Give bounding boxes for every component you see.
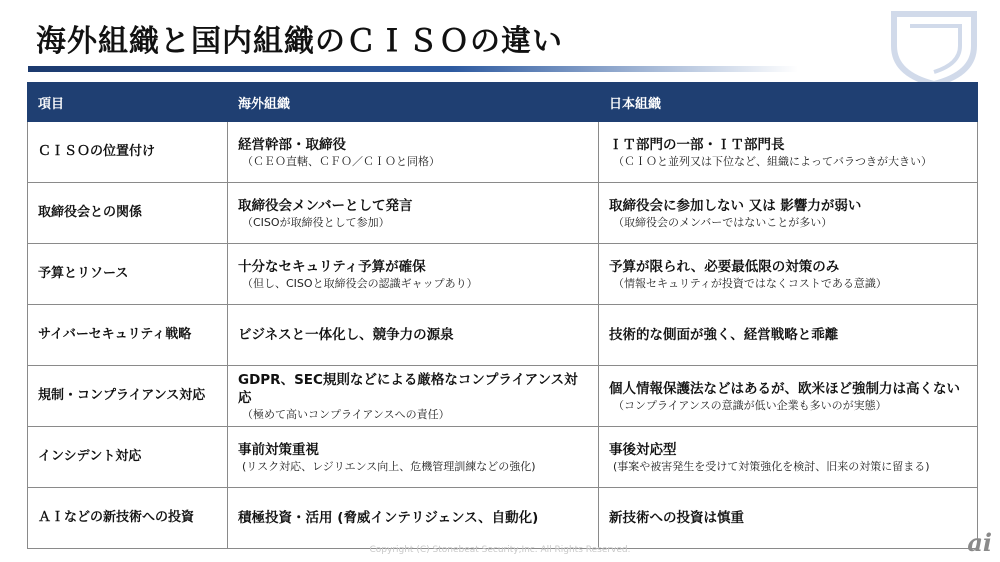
overseas-main-text: GDPR、SEC規則などによる厳格なコンプライアンス対応 (238, 371, 578, 406)
copyright-footer: Copyright (C) Stonebeat Security,Inc. All Rights Reserved. (369, 545, 631, 555)
japan-cell (599, 366, 978, 427)
japan-main-text: 個人情報保護法などはあるが、欧米ほど強制力は高くない (609, 380, 960, 397)
overseas-main-text: 取締役会メンバーとして発言 (238, 197, 413, 214)
overseas-cell (228, 305, 599, 366)
row-item-label: インシデント対応 (28, 427, 228, 488)
japan-sub-text: （コンプライアンスの意識が低い企業も多いのが実態） (613, 398, 887, 412)
header-japan: 日本組織 (599, 83, 978, 122)
japan-main-text: 予算が限られ、必要最低限の対策のみ (609, 258, 840, 275)
row-item-label: 規制・コンプライアンス対応 (28, 366, 228, 427)
overseas-cell (228, 183, 599, 244)
japan-cell (599, 183, 978, 244)
header-item: 項目 (28, 83, 228, 122)
row-item-label: 取締役会との関係 (28, 183, 228, 244)
table-row (28, 488, 978, 549)
overseas-cell (228, 488, 599, 549)
table-row (28, 244, 978, 305)
japan-main-text: 取締役会に参加しない 又は 影響力が弱い (609, 197, 862, 214)
japan-cell (599, 427, 978, 488)
row-item-label: ＡＩなどの新技術への投資 (28, 488, 228, 549)
overseas-sub-text: (リスク対応、レジリエンス向上、危機管理訓練などの強化) (242, 459, 536, 473)
overseas-sub-text: （極めて高いコンプライアンスへの責任） (242, 407, 450, 421)
japan-cell (599, 244, 978, 305)
title-underline-bar (28, 66, 798, 72)
table-row (28, 183, 978, 244)
overseas-cell (228, 366, 599, 427)
row-item-label: サイバーセキュリティ戦略 (28, 305, 228, 366)
overseas-main-text: 十分なセキュリティ予算が確保 (238, 258, 426, 275)
japan-main-text: ＩＴ部門の一部・ＩＴ部門長 (609, 136, 785, 153)
comparison-table (27, 82, 978, 549)
overseas-sub-text: （但し、CISOと取締役会の認識ギャップあり） (242, 276, 478, 290)
overseas-main-text: 積極投資・活用 (脅威インテリジェンス、自動化) (238, 510, 539, 526)
page-title: 海外組織と国内組織のＣＩＳＯの違い (36, 24, 563, 59)
row-item-label: 予算とリソース (28, 244, 228, 305)
ai-logo: ai (967, 528, 992, 557)
japan-cell (599, 122, 978, 183)
overseas-sub-text: （ＣＥＯ直轄、ＣＦＯ／ＣＩＯと同格） (242, 154, 440, 168)
shield-icon (874, 6, 994, 86)
overseas-sub-text: （CISOが取締役として参加） (242, 215, 390, 229)
row-item-label: ＣＩＳＯの位置付け (28, 122, 228, 183)
table-row (28, 122, 978, 183)
overseas-main-text: 経営幹部・取締役 (238, 136, 346, 153)
header-overseas: 海外組織 (228, 83, 599, 122)
overseas-cell (228, 122, 599, 183)
table-header-row (28, 83, 978, 122)
overseas-cell (228, 427, 599, 488)
japan-sub-text: (事案や被害発生を受けて対策強化を検討、旧来の対策に留まる) (613, 459, 930, 473)
japan-sub-text: （ＣＩＯと並列又は下位など、組織によってバラつきが大きい） (613, 154, 932, 168)
japan-sub-text: （取締役会のメンバーではないことが多い） (613, 215, 833, 229)
table-row (28, 305, 978, 366)
overseas-cell (228, 244, 599, 305)
japan-cell (599, 305, 978, 366)
japan-main-text: 技術的な側面が強く、経営戦略と乖離 (609, 327, 839, 343)
japan-cell (599, 488, 978, 549)
table-row (28, 427, 978, 488)
overseas-main-text: 事前対策重視 (238, 441, 319, 458)
overseas-main-text: ビジネスと一体化し、競争力の源泉 (238, 327, 454, 343)
japan-main-text: 事後対応型 (609, 441, 677, 458)
japan-sub-text: （情報セキュリティが投資ではなくコストである意識） (613, 276, 887, 290)
table-row (28, 366, 978, 427)
japan-main-text: 新技術への投資は慎重 (609, 510, 744, 526)
